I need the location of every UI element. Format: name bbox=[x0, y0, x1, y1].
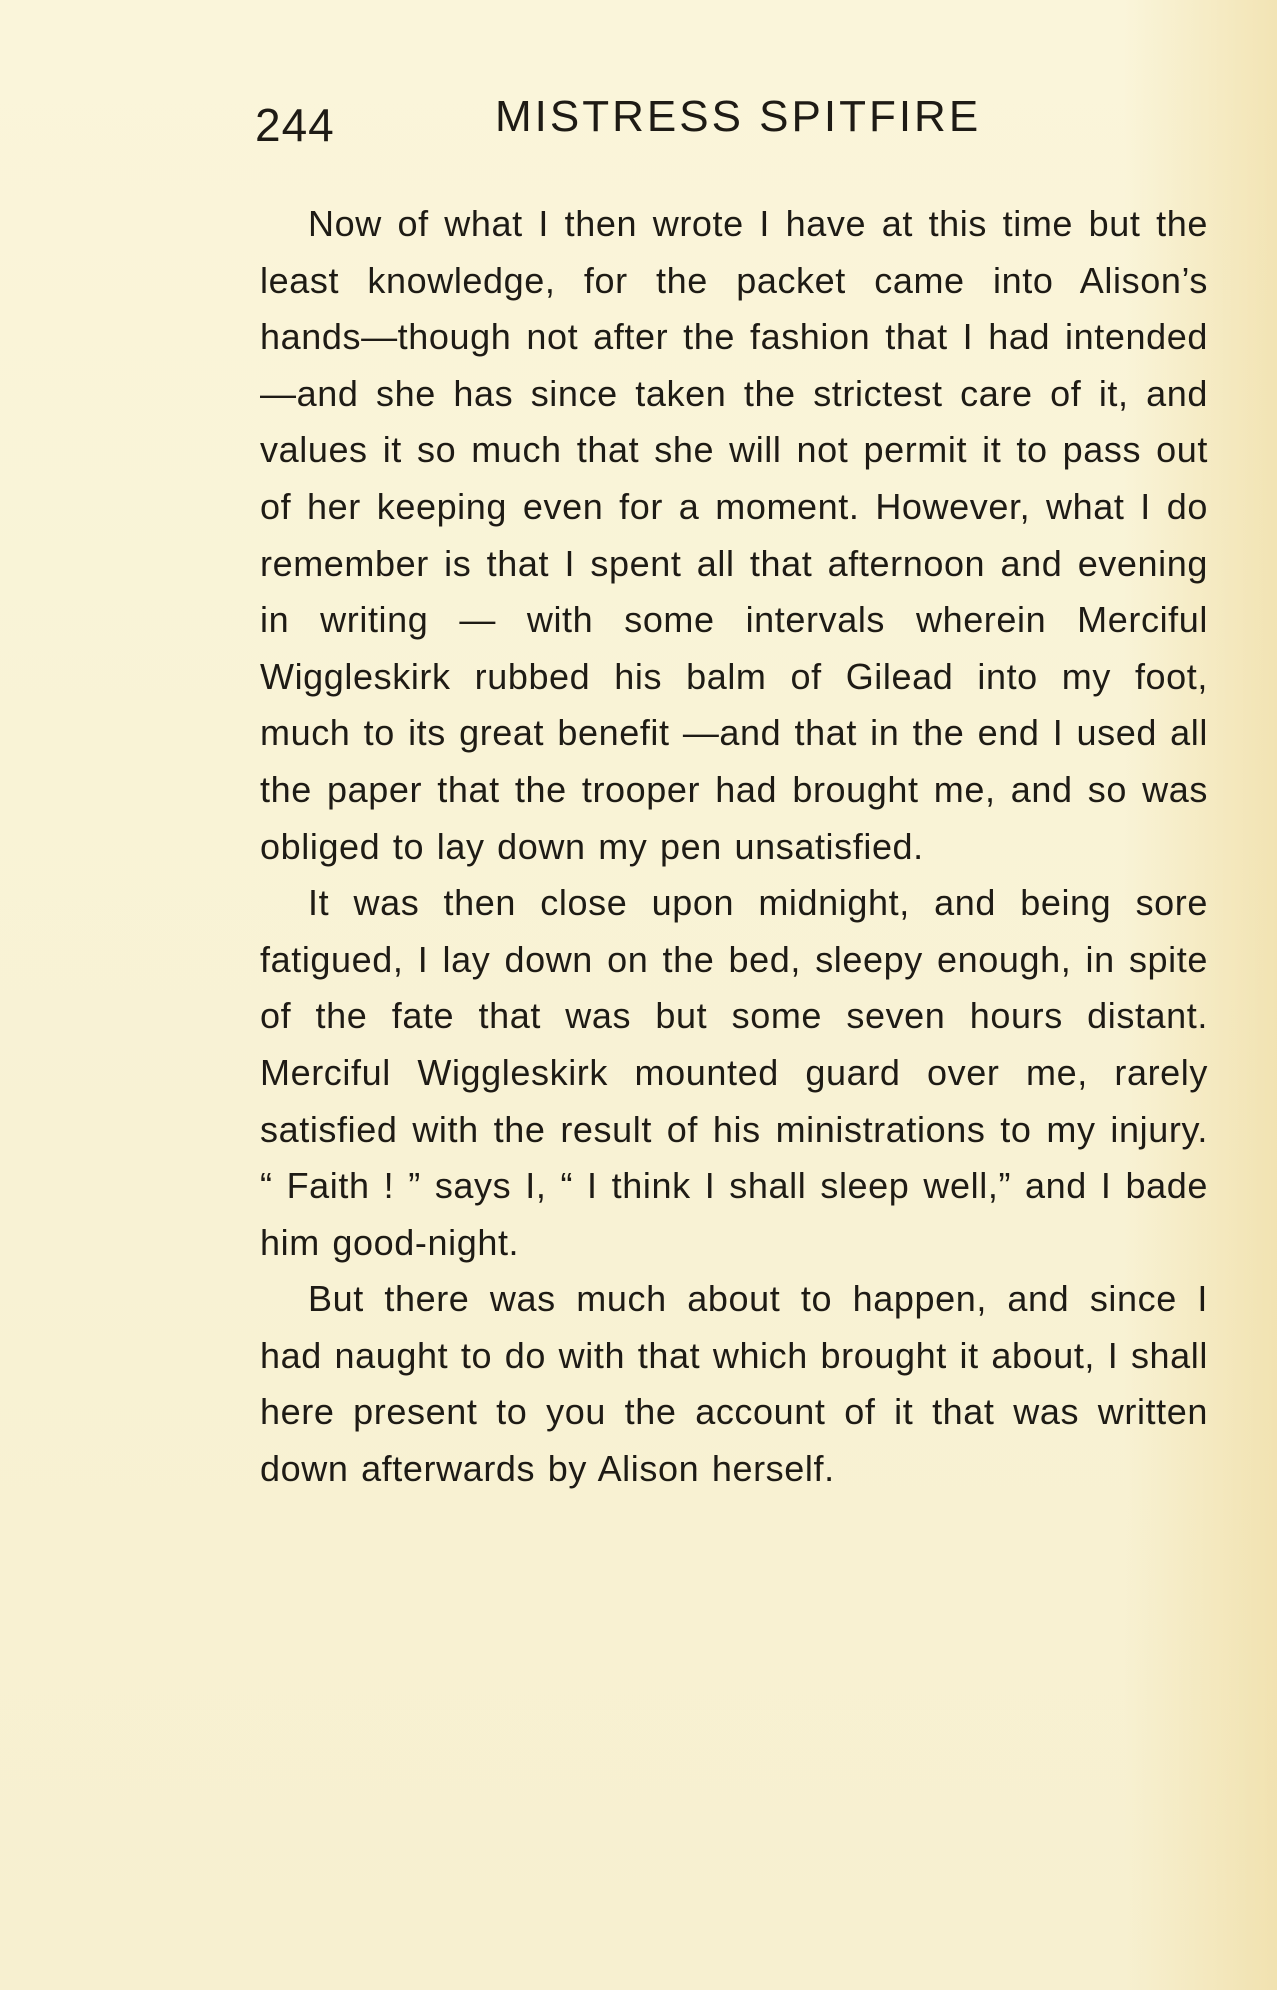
body-text bbox=[260, 196, 1208, 1498]
paragraph-1: Now of what I then wrote I have at this time but the least knowledge, for the packet came into Alison’s hands—though not after the fashion that I had intended—and she has since taken the strictest care of it, and values it so much that she will not permit it to pass out of her keeping even for a moment. However, what I do remember is that I spent all that afternoon and evening in writing — with some intervals wherein Merciful Wiggleskirk rubbed his balm of Gilead into my foot, much to its great benefit —and that in the end I used all the paper that the trooper had brought me, and so was obliged to lay down my pen unsatisfied. bbox=[260, 203, 1208, 867]
page-number: 244 bbox=[255, 99, 335, 151]
book-title: MISTRESS SPITFIRE bbox=[495, 92, 982, 141]
paragraph-3: But there was much about to happen, and since I had naught to do with that which brought it about, I shall here present to you the account of it that was written down afterwards by Alison herself. bbox=[260, 1278, 1208, 1490]
running-head bbox=[255, 92, 1015, 152]
paragraph-2: It was then close upon midnight, and being sore fatigued, I lay down on the bed, sleepy enough, in spite of the fate that was but some seven hours distant. Merciful Wiggleskirk mounted guard over me, rarely satisfied with the result of his ministrations to my injury. “ Faith ! ” says I, “ I think I shall sleep well,” and I bade him good-night. bbox=[260, 882, 1208, 1263]
